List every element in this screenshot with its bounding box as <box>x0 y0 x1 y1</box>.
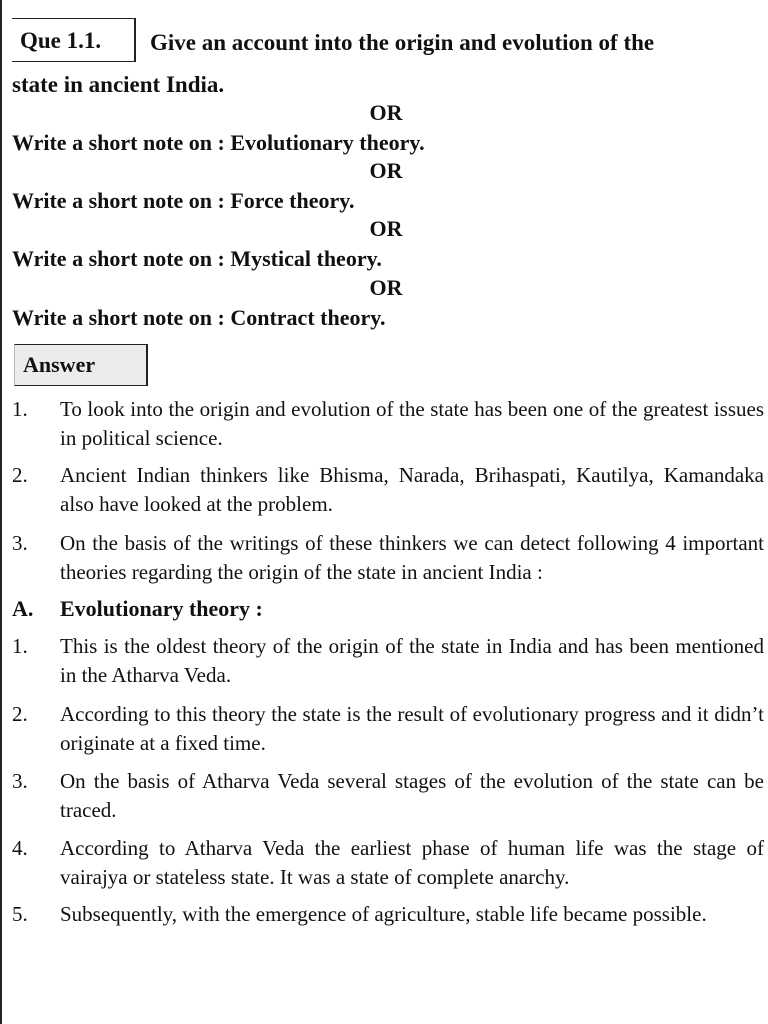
list-item-text: According to Atharva Veda the earliest phase of human life was the stage of vairajya or stateless state. It was a state of complete anarchy. <box>60 836 764 889</box>
alternative-question: Write a short note on : Force theory. <box>12 188 355 213</box>
list-item-number: 3. <box>12 769 28 793</box>
alternative-question: Write a short note on : Evolutionary theory. <box>12 130 425 155</box>
list-item-number: 2. <box>12 702 28 726</box>
list-item-text: On the basis of Atharva Veda several stages of the evolution of the state can be traced. <box>60 769 764 822</box>
list-item-number: 2. <box>12 463 28 487</box>
list-item-text: Ancient Indian thinkers like Bhisma, Narada, Brihaspati, Kautilya, Kamandaka also have looked at the problem. <box>60 463 764 516</box>
list-item-text: On the basis of the writings of these thinkers we can detect following 4 important theories regarding the origin of the state in ancient India : <box>60 531 764 584</box>
question-header <box>12 18 762 68</box>
question-text-line-2: state in ancient India. <box>12 72 225 97</box>
list-item-number: 5. <box>12 902 28 926</box>
list-item-text: According to this theory the state is the result of evolutionary progress and it didn’t originate at a fixed time. <box>60 702 764 755</box>
list-item-text: This is the oldest theory of the origin of the state in India and has been mentioned in the Atharva Veda. <box>60 634 764 687</box>
list-item-number: 1. <box>12 634 28 658</box>
list-item-number: 3. <box>12 531 28 555</box>
section-letter: A. <box>12 596 34 621</box>
or-separator: OR <box>369 100 403 125</box>
list-item-number: 1. <box>12 397 28 421</box>
list-item-text: Subsequently, with the emergence of agriculture, stable life became possible. <box>60 902 707 926</box>
question-text-line-1: Give an account into the origin and evolution of the <box>150 30 655 55</box>
or-separator: OR <box>369 275 403 300</box>
list-item-text: To look into the origin and evolution of the state has been one of the greatest issues in political science. <box>60 397 764 450</box>
or-separator: OR <box>369 158 403 183</box>
alternative-question: Write a short note on : Mystical theory. <box>12 246 382 271</box>
or-separator: OR <box>369 216 403 241</box>
answer-label: Answer <box>14 344 148 386</box>
alternative-question: Write a short note on : Contract theory. <box>12 305 386 330</box>
list-item-number: 4. <box>12 836 28 860</box>
question-label: Que 1.1. <box>12 18 136 62</box>
section-title: Evolutionary theory : <box>60 596 263 621</box>
